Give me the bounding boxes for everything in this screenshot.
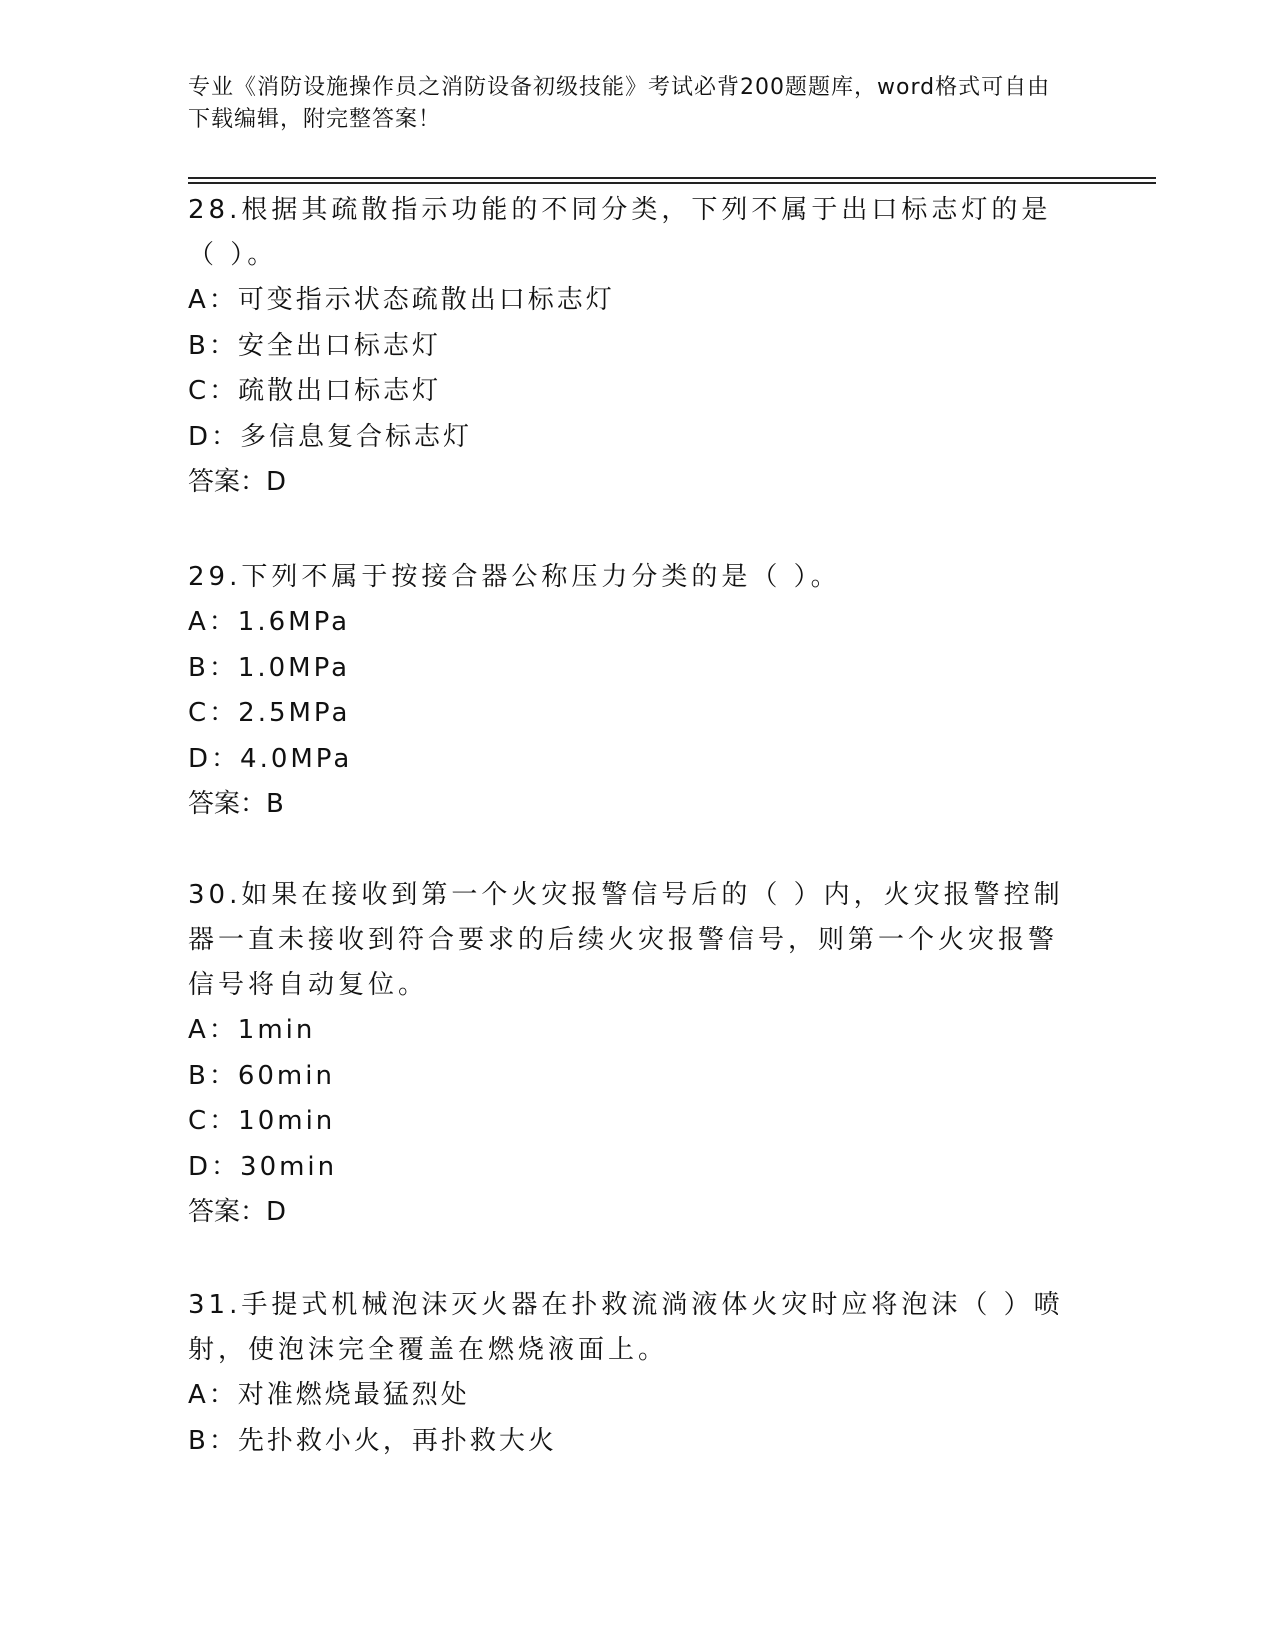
option-d: D：4.0MPa — [188, 743, 353, 774]
option-b: B：安全出口标志灯 — [188, 330, 441, 361]
question-29 — [188, 555, 1068, 827]
document-intro: 专业《消防设施操作员之消防设备初级技能》考试必背200题题库，word格式可自由下载编辑，附完整答案！ — [188, 75, 1051, 132]
option-b: B：先扑救小火，再扑救大火 — [188, 1425, 557, 1456]
question-stem: 29.下列不属于按接合器公称压力分类的是（ ）。 — [188, 562, 841, 592]
option-b: B：1.0MPa — [188, 652, 351, 683]
header-divider-top — [188, 177, 1156, 179]
question-stem: 31.手提式机械泡沫灭火器在扑救流淌液体火灾时应将泡沫（ ）喷射，使泡沫完全覆盖在燃烧液面上。 — [188, 1290, 1064, 1365]
header-divider-bottom — [188, 182, 1156, 184]
option-c: C：2.5MPa — [188, 698, 351, 728]
option-d: D：多信息复合标志灯 — [188, 421, 473, 452]
option-c: C：10min — [188, 1106, 336, 1136]
question-28 — [188, 188, 1068, 505]
option-a: A：1min — [188, 1015, 316, 1045]
answer-line: 答案：B — [188, 789, 284, 819]
question-stem: 30.如果在接收到第一个火灾报警信号后的（ ）内，火灾报警控制器一直未接收到符合要求的后续火灾报警信号，则第一个火灾报警信号将自动复位。 — [188, 880, 1064, 1000]
option-c: C：疏散出口标志灯 — [188, 376, 442, 406]
option-a: A：可变指示状态疏散出口标志灯 — [188, 285, 615, 315]
question-stem: 28.根据其疏散指示功能的不同分类，下列不属于出口标志灯的是（ ）。 — [188, 195, 1052, 270]
option-d: D：30min — [188, 1151, 338, 1182]
answer-line: 答案：D — [188, 467, 287, 497]
answer-line: 答案：D — [188, 1197, 287, 1227]
option-b: B：60min — [188, 1060, 335, 1091]
option-a: A：1.6MPa — [188, 607, 351, 637]
question-31 — [188, 1283, 1068, 1464]
option-a: A：对准燃烧最猛烈处 — [188, 1380, 470, 1410]
question-30 — [188, 873, 1068, 1235]
